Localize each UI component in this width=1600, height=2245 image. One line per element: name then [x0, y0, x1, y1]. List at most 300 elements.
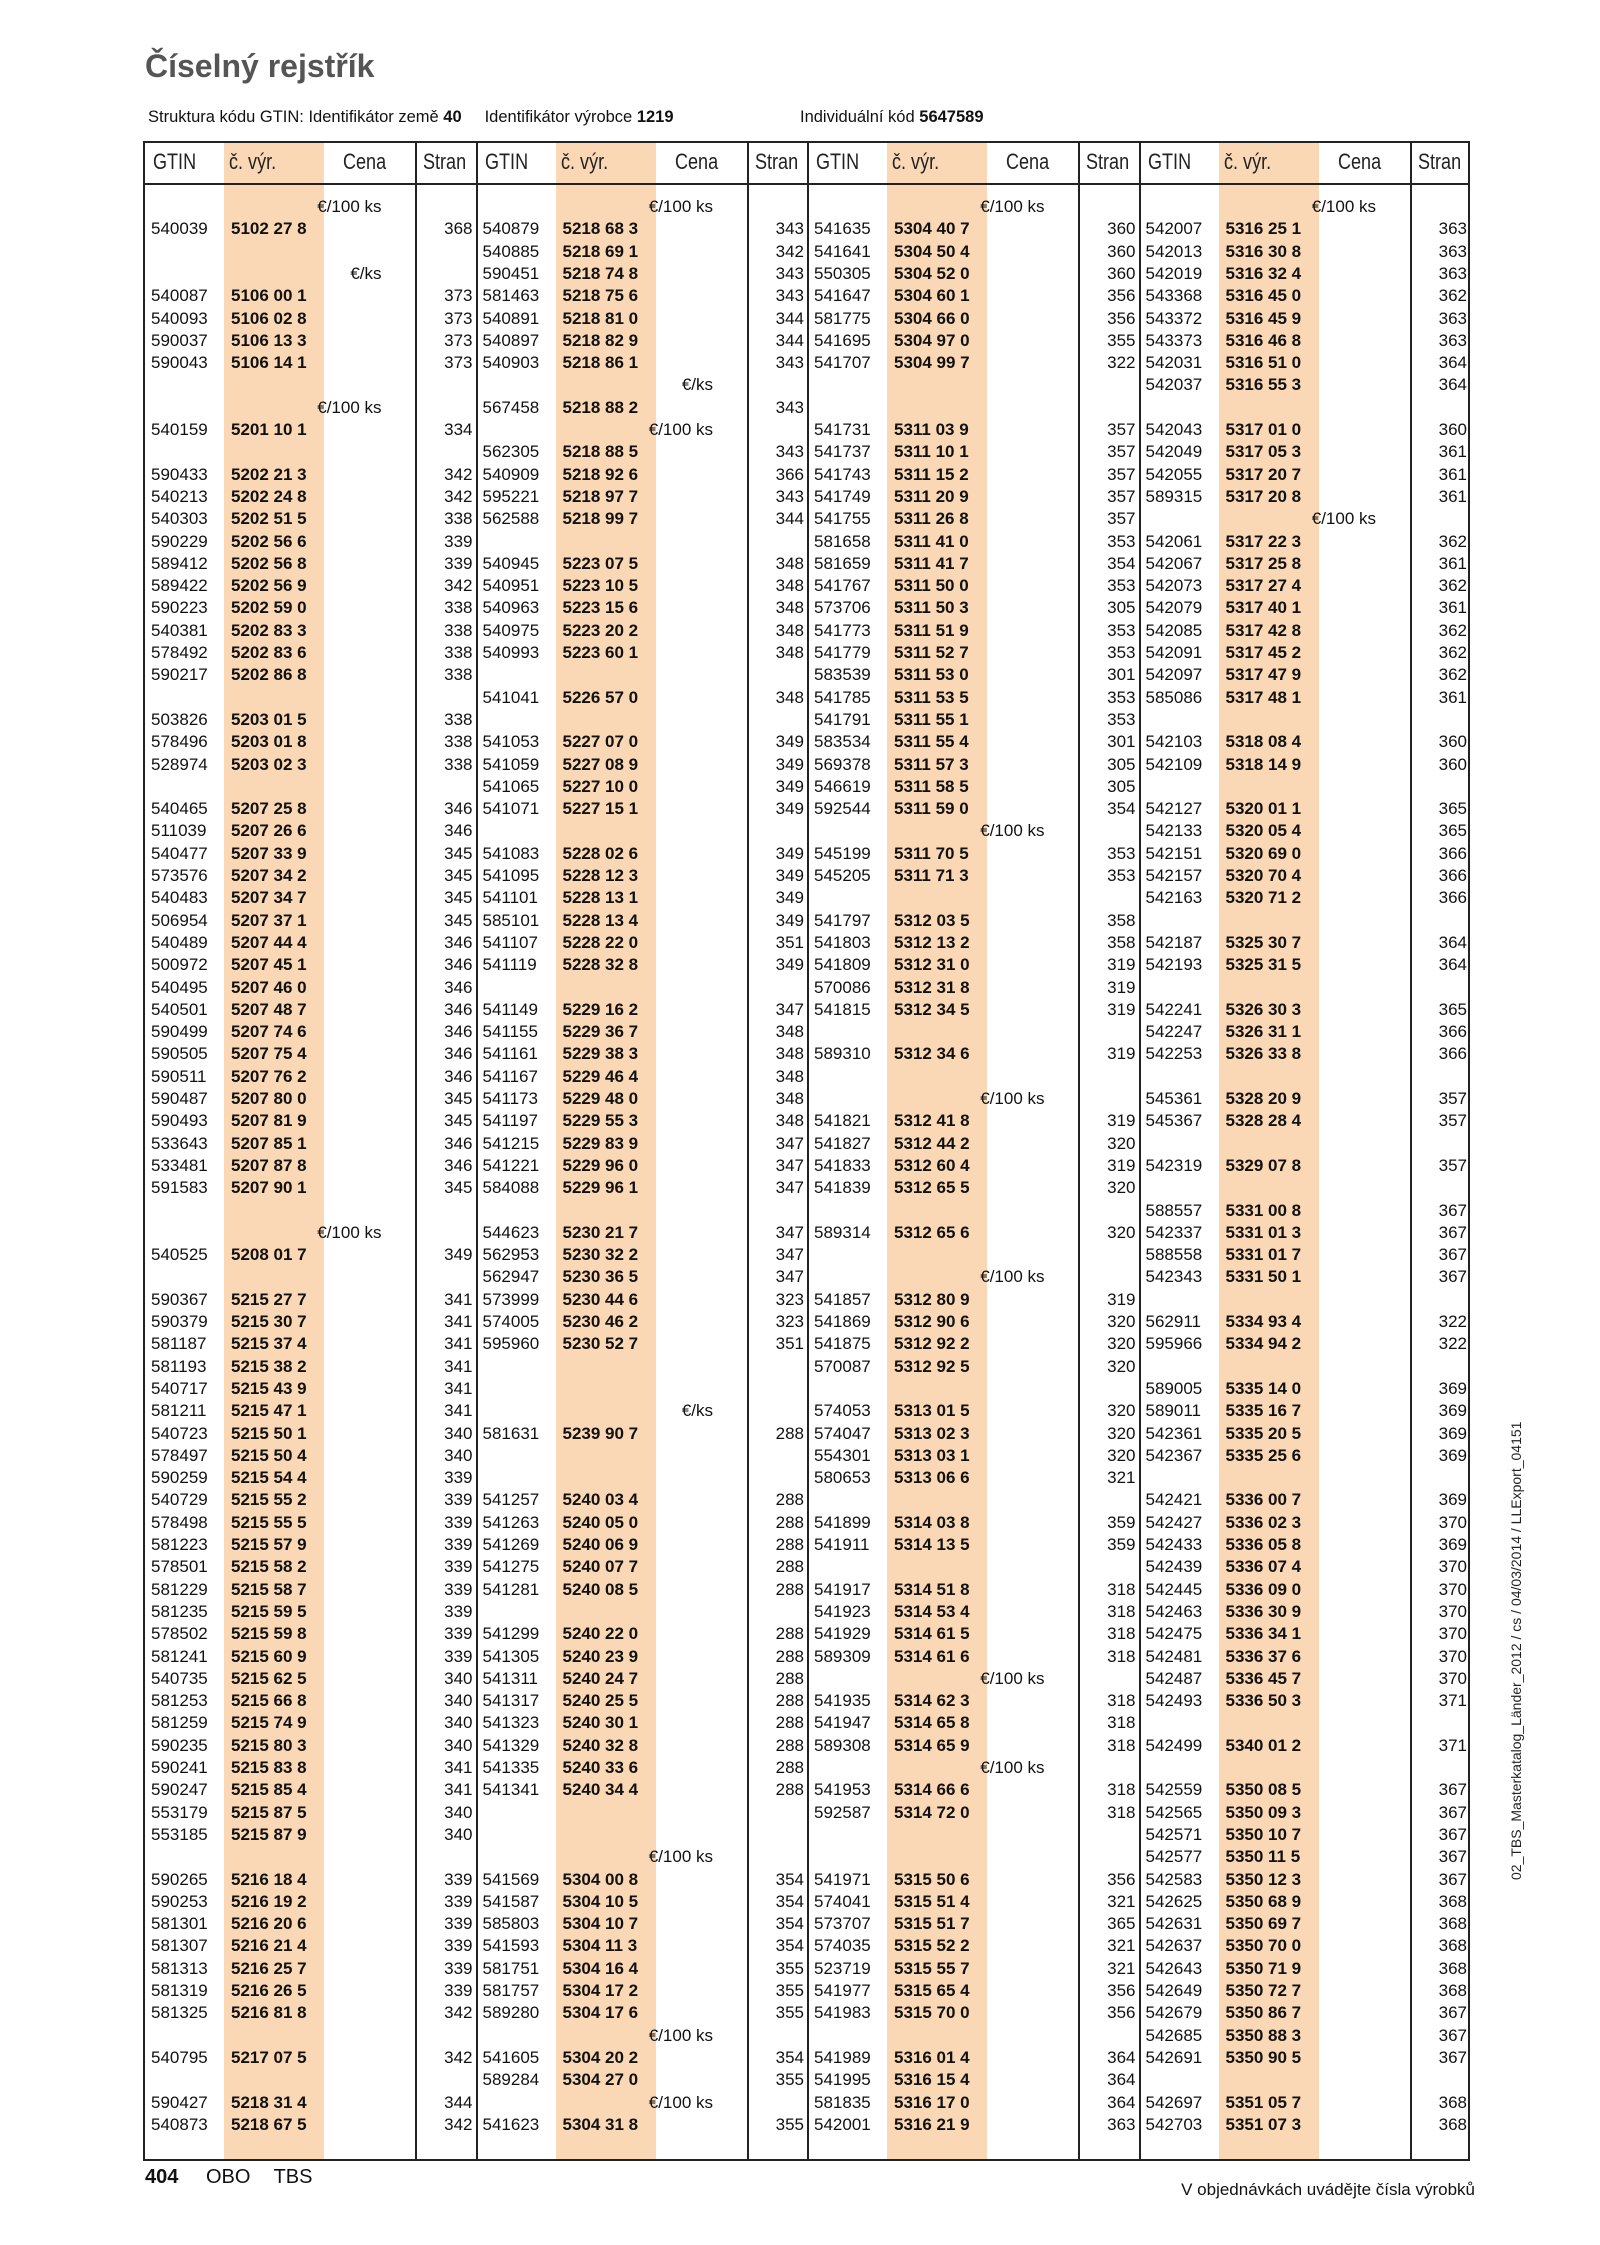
index-row	[145, 1534, 477, 1556]
gtin-code: 540495	[151, 977, 208, 997]
index-row	[808, 1311, 1140, 1333]
index-row	[477, 687, 809, 709]
page-ref: 349	[775, 776, 804, 796]
gtin-code: 541161	[482, 1044, 538, 1064]
article-number: 5315 52 2	[894, 1936, 970, 1956]
page-ref: 338	[444, 620, 473, 640]
article-number: 5202 24 8	[231, 486, 307, 506]
index-row	[477, 731, 809, 753]
index-row	[477, 1244, 809, 1266]
index-row	[1140, 2025, 1472, 2047]
index-block	[808, 143, 1140, 2159]
article-number: 5336 34 1	[1225, 1624, 1302, 1644]
page-ref: 341	[444, 1289, 473, 1309]
page-ref: 362	[1438, 286, 1467, 306]
article-number: 5215 50 4	[231, 1445, 307, 1465]
gtin-code: 542247	[1145, 1022, 1203, 1042]
page-title: Číselný rejstřík	[145, 48, 375, 84]
page-ref: 288	[775, 1490, 804, 1510]
article-number: 5240 07 7	[562, 1557, 639, 1577]
index-row	[145, 553, 477, 575]
price-unit: €/100 ks	[1311, 509, 1376, 529]
gtin-code: 542085	[1145, 620, 1203, 640]
page-ref: 370	[1438, 1668, 1467, 1688]
index-row	[808, 1690, 1140, 1712]
page-ref: 367	[1438, 1267, 1467, 1287]
page-ref: 355	[775, 1981, 804, 2000]
article-number: 5311 15 2	[894, 464, 969, 484]
article-number: 5313 02 3	[894, 1423, 970, 1443]
page-ref: 360	[1107, 241, 1136, 261]
page-ref: 354	[775, 2047, 804, 2067]
article-number: 5227 08 9	[562, 754, 639, 774]
article-number: 5215 60 9	[231, 1646, 307, 1666]
index-row	[145, 330, 477, 352]
index-row	[145, 1935, 477, 1957]
page-ref: 288	[775, 1646, 804, 1666]
page-ref: 319	[1107, 1155, 1136, 1175]
index-row	[145, 2047, 477, 2069]
gtin-code: 581325	[151, 2003, 208, 2023]
article-number: 5312 60 4	[894, 1155, 970, 1175]
index-row	[477, 1177, 809, 1199]
page-ref: 355	[1107, 330, 1136, 350]
article-number: 5312 34 5	[894, 999, 970, 1019]
index-row	[1140, 1735, 1472, 1757]
gtin-code: 574005	[482, 1312, 540, 1331]
price-unit: €/100 ks	[980, 1267, 1045, 1287]
article-number: 5240 08 5	[562, 1579, 639, 1599]
page-ref: 288	[775, 1557, 804, 1577]
index-row	[808, 1155, 1140, 1177]
page-ref: 363	[1107, 2114, 1136, 2134]
page-ref: 370	[1438, 1624, 1467, 1644]
page-ref: 357	[1107, 442, 1136, 462]
page-ref: 321	[1107, 1958, 1136, 1978]
index-row	[808, 642, 1140, 664]
article-number: 5331 00 8	[1225, 1200, 1302, 1220]
gtin-code: 542253	[1145, 1044, 1203, 1064]
article-number: 5311 26 8	[894, 509, 969, 529]
page-ref: 348	[775, 687, 804, 707]
page-ref: 349	[775, 955, 804, 975]
page-ref: 288	[775, 1668, 804, 1688]
price-unit-row	[477, 2025, 809, 2047]
gtin-code: 542343	[1145, 1267, 1203, 1287]
article-number: 5335 25 6	[1225, 1445, 1302, 1465]
price-unit: €/100 ks	[317, 1222, 382, 1242]
page-ref: 370	[1438, 1579, 1467, 1599]
article-number: 5207 87 8	[231, 1155, 307, 1175]
article-number: 5317 42 8	[1225, 620, 1302, 640]
page-ref: 343	[775, 442, 804, 462]
article-number: 5230 44 6	[562, 1289, 639, 1309]
page-ref: 346	[444, 977, 473, 997]
gtin-code: 541953	[814, 1780, 871, 1800]
article-number: 5316 45 0	[1225, 286, 1302, 306]
page-ref: 364	[1438, 375, 1467, 395]
page-ref: 357	[1107, 464, 1136, 484]
gtin-code: 542055	[1145, 464, 1203, 484]
article-number: 5228 12 3	[562, 866, 639, 885]
page-ref: 340	[444, 1802, 473, 1822]
article-number: 5331 50 1	[1225, 1267, 1302, 1287]
gtin-code: 542583	[1145, 1869, 1203, 1889]
index-row	[145, 419, 477, 441]
gtin-code: 540891	[482, 308, 540, 328]
gtin-code: 545367	[1145, 1111, 1203, 1131]
article-number: 5223 07 5	[562, 553, 639, 573]
index-row	[1140, 531, 1472, 553]
gtin-code: 540087	[151, 286, 208, 306]
page-ref: 357	[1438, 1111, 1467, 1131]
article-number: 5227 10 0	[562, 776, 639, 796]
index-row	[808, 352, 1140, 374]
gtin-code: 541875	[814, 1334, 871, 1354]
article-number: 5207 81 9	[231, 1111, 307, 1131]
index-row	[808, 1110, 1140, 1132]
article-number: 5328 28 4	[1225, 1111, 1302, 1131]
gtin-code: 540885	[482, 241, 540, 261]
index-row	[145, 486, 477, 508]
index-row	[477, 1958, 809, 1980]
article-number: 5350 88 3	[1225, 2025, 1302, 2045]
page-ref: 362	[1438, 665, 1467, 685]
index-row	[145, 1623, 477, 1645]
article-number: 5229 83 9	[562, 1133, 639, 1153]
page-ref: 339	[444, 1869, 473, 1889]
index-row	[808, 1646, 1140, 1668]
gtin-code: 541737	[814, 442, 871, 462]
article-number: 5314 65 8	[894, 1713, 970, 1733]
article-number: 5216 18 4	[231, 1869, 307, 1889]
index-row	[1140, 1601, 1472, 1623]
gtin-code: 540897	[482, 330, 540, 350]
article-number: 5207 46 0	[231, 977, 307, 997]
index-row	[1140, 1623, 1472, 1645]
article-number: 5240 05 0	[562, 1512, 639, 1532]
index-row	[808, 2069, 1140, 2091]
index-row	[1140, 1155, 1472, 1177]
index-row	[1140, 820, 1472, 842]
page-ref: 339	[444, 553, 473, 573]
gtin-code: 588557	[1145, 1200, 1203, 1220]
gtin-code: 542157	[1145, 866, 1203, 885]
article-number: 5228 32 8	[562, 955, 639, 975]
article-number: 5216 25 7	[231, 1958, 307, 1978]
index-row	[145, 709, 477, 731]
page-ref: 367	[1438, 1847, 1467, 1867]
gtin-code: 541167	[482, 1066, 538, 1086]
article-number: 5314 51 8	[894, 1579, 970, 1599]
index-row	[1140, 1222, 1472, 1244]
article-number: 5336 37 6	[1225, 1646, 1302, 1666]
page-ref: 357	[1438, 1155, 1467, 1175]
article-number: 5315 51 7	[894, 1914, 970, 1934]
gtin-code: 541779	[814, 643, 871, 662]
index-row	[808, 910, 1140, 932]
article-number: 5334 93 4	[1225, 1312, 1302, 1331]
index-row	[145, 954, 477, 976]
index-row	[1140, 575, 1472, 597]
gtin-code: 542043	[1145, 420, 1203, 439]
gtin-code: 542703	[1145, 2114, 1203, 2134]
price-unit-row	[1140, 196, 1472, 218]
page-ref: 368	[1438, 1914, 1467, 1934]
page-ref: 369	[1438, 1535, 1467, 1554]
page-ref: 353	[1107, 866, 1136, 885]
index-row	[1140, 464, 1472, 486]
gtin-code: 578492	[151, 643, 208, 662]
article-number: 5228 02 6	[562, 843, 639, 863]
page-ref: 339	[444, 1958, 473, 1978]
index-row	[808, 954, 1140, 976]
article-number: 5314 61 5	[894, 1624, 970, 1644]
page-ref: 338	[444, 509, 473, 529]
page-ref: 347	[775, 1133, 804, 1153]
gtin-code: 542577	[1145, 1847, 1203, 1867]
page-ref: 340	[444, 1445, 473, 1465]
page-ref: 319	[1107, 955, 1136, 975]
gtin-code: 562947	[482, 1267, 540, 1287]
article-number: 5320 71 2	[1225, 888, 1302, 908]
gtin-code: 542013	[1145, 241, 1203, 261]
page-ref: 288	[775, 1579, 804, 1599]
gtin-code: 542631	[1145, 1914, 1203, 1934]
gtin-code: 542565	[1145, 1802, 1203, 1822]
gtin-code: 541977	[814, 1981, 871, 2000]
article-number: 5336 45 7	[1225, 1668, 1302, 1688]
gtin-code: 540951	[482, 576, 540, 596]
individual-label: Individuální kód	[800, 108, 915, 126]
article-number: 5207 76 2	[231, 1066, 307, 1086]
gtin-code: 573706	[814, 598, 871, 618]
page-ref: 347	[775, 1267, 804, 1287]
page-ref: 346	[444, 955, 473, 975]
index-row	[145, 999, 477, 1021]
article-number: 5350 70 0	[1225, 1936, 1302, 1956]
article-number: 5240 33 6	[562, 1758, 639, 1777]
index-row	[477, 1512, 809, 1534]
index-row	[145, 1155, 477, 1177]
index-row	[808, 441, 1140, 463]
brand: OBO	[205, 2166, 251, 2188]
gtin-code: 541827	[814, 1133, 871, 1153]
article-number: 5311 51 9	[894, 620, 969, 640]
article-number: 5304 10 5	[562, 1891, 639, 1911]
gtin-code: 589011	[1145, 1401, 1201, 1421]
article-number: 5304 00 8	[562, 1869, 639, 1889]
index-row	[145, 575, 477, 597]
gtin-code: 581313	[151, 1958, 208, 1978]
index-row	[145, 352, 477, 374]
page-ref: 347	[775, 1222, 804, 1242]
page-ref: 367	[1438, 1780, 1467, 1800]
page-ref: 354	[1107, 553, 1136, 573]
gtin-code: 554301	[814, 1445, 871, 1465]
page-ref: 348	[775, 1066, 804, 1086]
index-row	[808, 1735, 1140, 1757]
index-row	[145, 531, 477, 553]
index-row	[477, 1311, 809, 1333]
gtin-code: 581229	[151, 1579, 208, 1599]
article-number: 5223 15 6	[562, 598, 639, 618]
index-row	[145, 2114, 477, 2136]
page-ref: 342	[444, 2114, 473, 2134]
article-number: 5311 10 1	[894, 442, 969, 462]
article-number: 5314 66 6	[894, 1780, 970, 1800]
index-row	[477, 2047, 809, 2069]
gtin-code: 542031	[1145, 353, 1203, 373]
index-row	[145, 285, 477, 307]
article-number: 5203 02 3	[231, 754, 307, 774]
article-number: 5240 25 5	[562, 1691, 639, 1711]
index-row	[1140, 1489, 1472, 1511]
footer	[145, 2166, 331, 2189]
gtin-code: 581463	[482, 286, 540, 306]
gtin-code: 542367	[1145, 1445, 1203, 1465]
article-number: 5229 16 2	[562, 999, 639, 1019]
article-number: 5311 55 1	[894, 709, 969, 729]
article-number: 5311 53 5	[894, 687, 969, 707]
page-ref: 339	[444, 1624, 473, 1644]
page-ref: 340	[444, 1713, 473, 1733]
page-ref: 344	[775, 330, 804, 350]
index-row	[145, 1601, 477, 1623]
index-row	[477, 218, 809, 240]
index-row	[808, 486, 1140, 508]
article-number: 5304 10 7	[562, 1914, 639, 1934]
column-header: Cena	[343, 149, 387, 174]
index-row	[145, 1512, 477, 1534]
index-row	[808, 1779, 1140, 1801]
page-ref: 361	[1438, 442, 1467, 462]
index-row	[1140, 2002, 1472, 2024]
index-row	[477, 1668, 809, 1690]
index-row	[808, 754, 1140, 776]
gtin-code: 581631	[482, 1423, 540, 1443]
page-ref: 339	[444, 1601, 473, 1621]
index-row	[1140, 2114, 1472, 2136]
gtin-code: 540945	[482, 553, 540, 573]
article-number: 5311 59 0	[894, 799, 969, 819]
gtin-code: 541119	[482, 955, 537, 975]
page-ref: 351	[775, 932, 804, 952]
gtin-code: 581211	[151, 1401, 207, 1421]
price-unit-row	[808, 1266, 1140, 1288]
index-row	[145, 1356, 477, 1378]
gtin-code: 581319	[151, 1981, 208, 2000]
gtin-code: 541623	[482, 2114, 540, 2134]
page-ref: 361	[1438, 486, 1467, 506]
index-row	[145, 1088, 477, 1110]
page-ref: 347	[775, 999, 804, 1019]
gtin-code: 541341	[482, 1780, 540, 1800]
gtin-code: 541263	[482, 1512, 540, 1532]
index-row	[1140, 999, 1472, 1021]
index-row	[145, 1913, 477, 1935]
page-ref: 364	[1438, 353, 1467, 373]
article-number: 5229 55 3	[562, 1111, 639, 1131]
index-row	[1140, 754, 1472, 776]
page-ref: 339	[444, 1891, 473, 1911]
index-row	[1140, 932, 1472, 954]
index-row	[145, 910, 477, 932]
article-number: 5218 68 3	[562, 219, 639, 239]
article-number: 5336 09 0	[1225, 1579, 1302, 1599]
gtin-code: 541053	[482, 732, 540, 752]
index-row	[1140, 687, 1472, 709]
page-ref: 354	[1107, 799, 1136, 819]
page-ref: 339	[444, 1468, 473, 1488]
article-number: 5203 01 8	[231, 732, 307, 752]
page-ref: 361	[1438, 553, 1467, 573]
index-row	[1140, 664, 1472, 686]
article-number: 5215 80 3	[231, 1735, 307, 1755]
index-row	[477, 620, 809, 642]
page-ref: 362	[1438, 620, 1467, 640]
gtin-code: 578501	[151, 1557, 208, 1577]
article-number: 5312 44 2	[894, 1133, 970, 1153]
gtin-code: 590505	[151, 1044, 208, 1064]
page-ref: 369	[1438, 1401, 1467, 1421]
gtin-code: 590499	[151, 1022, 208, 1042]
page-ref: 370	[1438, 1601, 1467, 1621]
gtin-code: 533643	[151, 1133, 208, 1153]
page-ref: 368	[1438, 2114, 1467, 2134]
index-row	[477, 1980, 809, 2002]
gtin-code: 540093	[151, 308, 208, 328]
price-unit-row	[145, 397, 477, 419]
article-number: 5317 27 4	[1225, 576, 1302, 596]
article-number: 5304 60 1	[894, 286, 970, 306]
column-header: č. výr.	[560, 149, 608, 174]
article-number: 5202 86 8	[231, 665, 307, 685]
page-ref: 345	[444, 843, 473, 863]
index-row	[145, 308, 477, 330]
index-row	[145, 798, 477, 820]
page-ref: 358	[1107, 932, 1136, 952]
article-number: 5228 13 1	[562, 888, 639, 908]
page-ref: 342	[444, 576, 473, 596]
page-ref: 346	[444, 821, 473, 841]
article-number: 5229 96 1	[562, 1178, 639, 1198]
article-number: 5229 38 3	[562, 1044, 639, 1064]
page-ref: 373	[444, 308, 473, 328]
index-row	[1140, 1043, 1472, 1065]
gtin-code: 541083	[482, 843, 540, 863]
article-number: 5312 03 5	[894, 910, 970, 930]
gtin-code: 500972	[151, 955, 208, 975]
page-ref: 339	[444, 1981, 473, 2000]
index-row	[145, 1467, 477, 1489]
index-row	[1140, 1579, 1472, 1601]
index-row	[477, 843, 809, 865]
page-ref: 347	[775, 1245, 804, 1265]
index-row	[808, 709, 1140, 731]
page-ref: 338	[444, 754, 473, 774]
gtin-code: 542361	[1145, 1423, 1203, 1443]
article-number: 5240 06 9	[562, 1535, 639, 1554]
index-row	[1140, 263, 1472, 285]
gtin-code: 541281	[482, 1579, 540, 1599]
side-print-info: 02_TBS_Masterkatalog_Länder_2012 / cs / 04/03/2014 / LLExport_04151	[1508, 1421, 1524, 1880]
index-row	[145, 1824, 477, 1846]
article-number: 5207 45 1	[231, 955, 307, 975]
article-number: 5314 13 5	[894, 1535, 970, 1554]
page-ref: 321	[1107, 1936, 1136, 1956]
index-row	[808, 1467, 1140, 1489]
